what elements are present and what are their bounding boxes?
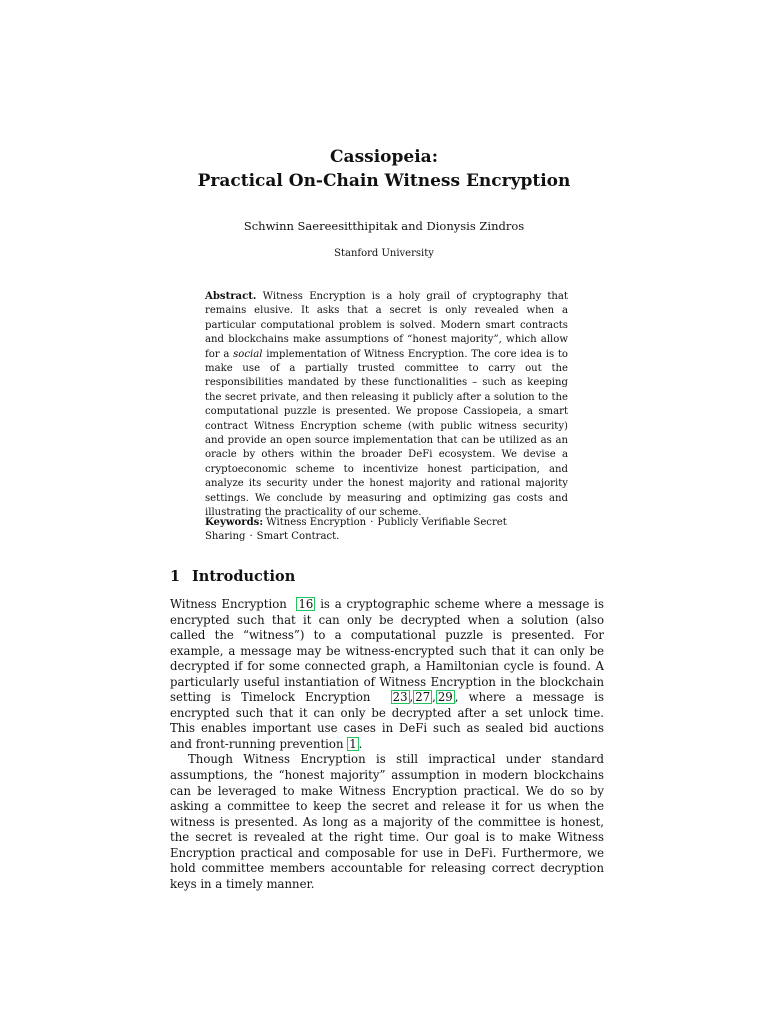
section-number: 1 (170, 568, 181, 585)
affiliation: Stanford University (334, 248, 434, 259)
keyword-separator: · (249, 531, 253, 543)
abstract-text-2: implementation of Witness Encryption. The core idea is to make use of a partially trusted committee to carry out the responsibilities mandated by these functionalities – such as keeping the secret private, and then releasing it publicly after a solution to the computational puzzle is presented. We propose Cassiopeia, a smart contract Witness Encryption scheme (with public witness security) and provide an open source implementation that can be utilized as an oracle by others within the broader DeFi ecosystem. We devise a cryptoeconomic scheme to incentivize honest participation, and analyze its security under the honest majority and rational majority settings. We conclude by measuring and optimizing gas costs and illustrating the practicality of our scheme. (205, 348, 568, 519)
citation-link[interactable]: 27 (415, 690, 431, 705)
abstract-heading: Abstract. (205, 291, 257, 302)
keyword-item: Publicly Verifiable Secret Sharing (205, 517, 507, 543)
keyword-separator: · (370, 517, 374, 528)
paragraph-text: , where a message is encrypted such that it can only be decrypted after a set unlock time. This enables important use cases in DeFi such as sealed bid auctions and front-running prevention (170, 690, 604, 751)
paragraph-text: . (358, 736, 363, 751)
keywords (205, 516, 568, 545)
section-heading-introduction (170, 567, 295, 587)
abstract (205, 290, 568, 521)
title-line-2: Practical On-Chain Witness Encryption (197, 171, 571, 191)
citation-link[interactable]: 1 (349, 736, 357, 751)
paragraph: Though Witness Encryption is still impractical under standard assumptions, the “honest majority” assumption in modern blockchains can be leveraged to make Witness Encryption practical. We do so by asking a committee to keep the secret and release it for us when the witness is presented. As long as a majority of the committee is honest, the secret is revealed at the right time. Our goal is to make Witness Encryption practical and composable for use in DeFi. Furthermore, we hold committee members accountable for releasing correct decryption keys in a timely manner. (170, 752, 604, 891)
paragraph-text: is a cryptographic scheme where a message is encrypted such that it can only be decrypted when a solution (also called the “witness”) to a computational puzzle is presented. For example, a message may be witness-encrypted such that it can only be decrypted if for some connected graph, a Hamiltonian cycle is found. A particularly useful instantiation of Witness Encryption in the blockchain setting is Timelock Encryption (170, 597, 605, 705)
keyword-item: Witness Encryption (266, 517, 367, 528)
section-title: Introduction (192, 568, 296, 585)
title-line-1: Cassiopeia: (330, 147, 438, 167)
paper-title (0, 145, 768, 193)
abstract-text-1: Witness Encryption is a holy grail of cryptography that remains elusive. It asks that a secret is only revealed when a particular computational problem is solved. Modern smart contracts and blockchains make assumptions of “honest majority”, which allow for a (205, 291, 568, 360)
citation-link[interactable]: 16 (298, 597, 314, 611)
paragraph-text: Witness Encryption (170, 597, 287, 611)
paragraph: Witness Encryption 16 is a cryptographic scheme where a message is encrypted such that it can only be decrypted when a solution (also called the “witness”) to a computational puzzle is presented. For example, a message may be witness-encrypted such that it can only be decrypted if for some connected graph, a Hamiltonian cycle is found. A particularly useful instantiation of Witness Encryption in the blockchain setting is Timelock Encryption 23 , 27 , 29 , where a message is encrypted such that it can only be decrypted after a set unlock time. This enables important use cases in DeFi such as sealed bid auctions and front-running prevention 1 . (170, 597, 605, 751)
citation-link[interactable]: 23 (392, 690, 408, 705)
introduction-body (170, 597, 604, 892)
abstract-emphasis: social (233, 348, 263, 360)
keywords-heading: Keywords: (205, 517, 264, 528)
author-list: Schwinn Saereesitthipitak and Dionysis Zindros (243, 219, 525, 233)
citation-link[interactable]: 29 (437, 690, 453, 705)
keyword-item: Smart Contract. (256, 531, 340, 543)
